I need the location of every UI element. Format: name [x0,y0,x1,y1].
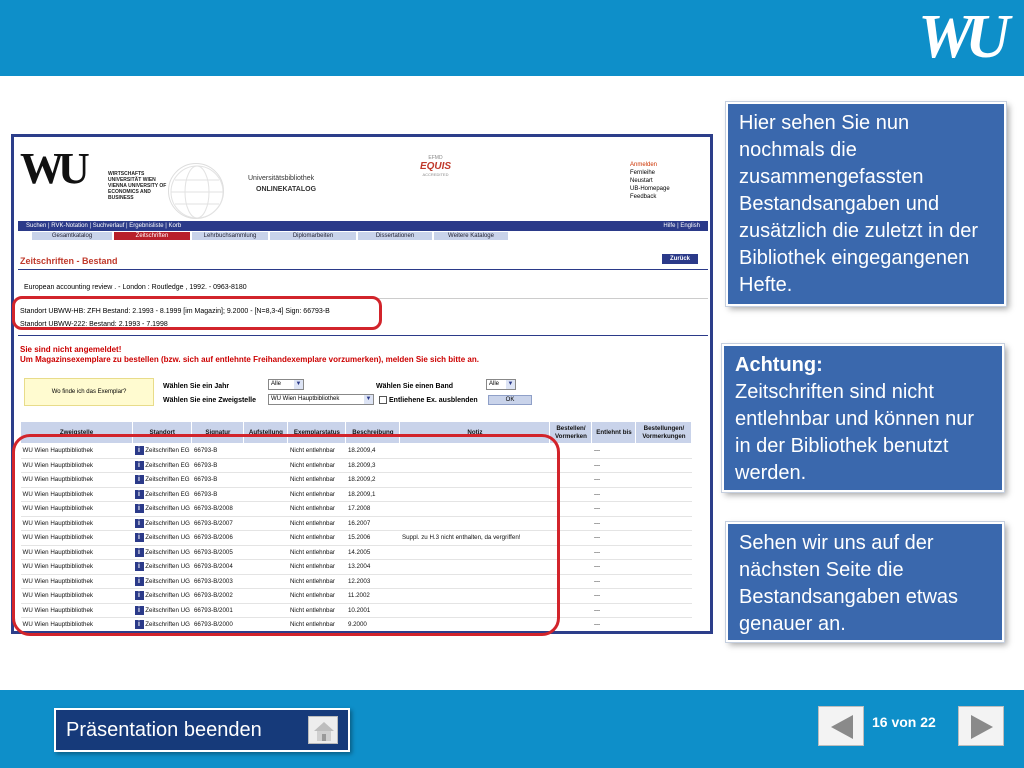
cell-text: --- [593,577,601,585]
cell-text: --- [593,447,601,455]
login-warning-line: Um Magazinsexemplare zu bestellen (bzw. sich auf entlehnte Freihandexemplare vorzumerken), melden Sie sich bitte an. [20,355,479,364]
cell-text: Nicht entlehnbar [289,606,335,614]
cell-text: 66793-B/2000 [193,621,233,629]
cell-text: 17.2008 [347,505,371,513]
wu-logo: WU [918,3,1002,71]
cell-text: 66793-B/2005 [193,548,233,556]
cell-text: Nicht entlehnbar [289,505,335,513]
filter-band-value: Alle [489,381,500,387]
cell-text: 66793-B [193,490,218,498]
info-icon[interactable]: i [135,504,144,513]
cell-text: Nicht entlehnbar [289,490,335,498]
library-subtitle: ONLINEKATALOG [256,186,317,193]
hide-lent-checkbox[interactable] [379,396,387,404]
filter-year-select[interactable] [268,379,304,390]
highlight-latest-issues [12,434,560,636]
catalog-nav-right[interactable]: Hilfe | English [663,223,700,229]
cell-text: 66793-B [193,461,218,469]
cell-text: 9.2000 [347,621,367,629]
col-header: Notiz [400,422,550,444]
cell-text: --- [593,461,601,469]
holdings-line: Standort UBWW-HB: ZFH Bestand: 2.1993 - 8.1999 [im Magazin]; 9.2000 - [N=8,3-4] Sign: 66793-B [20,308,330,315]
link-feedback[interactable]: Feedback [630,194,657,200]
table-cell [592,487,636,502]
cell-text: Zeitschriften UG [145,505,190,513]
cell-text: --- [593,505,601,513]
prev-slide-button[interactable] [818,706,864,746]
page-indicator: 16 von 22 [872,714,936,730]
cell-text: 14.2005 [347,548,371,556]
library-title: Universitätsbibliothek [248,175,315,182]
link-fernleihe[interactable]: Fernleihe [630,170,656,176]
cell-text: 66793-B [193,447,218,455]
table-cell [636,458,692,473]
col-header: Aufstellung [244,422,288,444]
holdings-line: Standort UBWW-222: Bestand: 2.1993 - 7.1998 [20,321,168,328]
header-bar [0,0,1024,76]
library-logo-text: WIRTSCHAFTS UNIVERSITÄT WIEN VIENNA UNIVERSITY OF ECONOMICS AND BUSINESS [108,171,167,201]
cell-text: WU Wien Hauptbibliothek [22,534,93,542]
chevron-down-icon: ▼ [365,396,372,402]
tab-zeitschriften[interactable]: Zeitschriften [114,232,190,240]
table-cell [636,545,692,560]
cell-text: Zeitschriften UG [145,606,190,614]
cell-text: WU Wien Hauptbibliothek [22,490,93,498]
link-neustart[interactable]: Neustart [630,178,653,184]
info-icon[interactable]: i [135,577,144,586]
cell-text: 10.2001 [347,606,371,614]
cell-text: Nicht entlehnbar [289,519,335,527]
table-cell [592,473,636,488]
filter-branch-value: WU Wien Hauptbibliothek [271,396,340,402]
table-cell [636,516,692,531]
cell-text: WU Wien Hauptbibliothek [22,476,93,484]
cell-text: 18.2009,3 [347,461,376,469]
cell-text: 13.2004 [347,563,371,571]
info-icon[interactable]: i [135,446,144,455]
equis-logo [413,155,458,177]
cell-text: WU Wien Hauptbibliothek [22,505,93,513]
cell-text: Nicht entlehnbar [289,476,335,484]
catalog-nav-left[interactable]: Suchen | RVK-Notation | Suchverlauf | Ergebnisliste | Korb [26,223,182,229]
cell-text: WU Wien Hauptbibliothek [22,606,93,614]
cell-text: 18.2009,1 [347,490,376,498]
cell-text: 18.2009,2 [347,476,376,484]
info-icon[interactable]: i [135,519,144,528]
end-presentation-label: Präsentation beenden [66,719,262,741]
cell-text: --- [593,592,601,600]
cell-text: 66793-B [193,476,218,484]
divider [18,269,708,270]
cell-text: Zeitschriften UG [145,621,190,629]
back-button[interactable]: Zurück [662,254,698,264]
tab-weitere-kataloge[interactable]: Weitere Kataloge [434,232,508,240]
cell-text: WU Wien Hauptbibliothek [22,548,93,556]
filter-year-label: Wählen Sie ein Jahr [163,383,230,390]
table-cell [592,589,636,604]
table-cell [592,516,636,531]
hide-lent-label: Entliehene Ex. ausblenden [389,397,478,404]
cell-text: 66793-B/2006 [193,534,233,542]
info-icon[interactable]: i [135,490,144,499]
col-header: Zweigstelle [21,422,133,444]
cell-text: WU Wien Hauptbibliothek [22,563,93,571]
cell-text: WU Wien Hauptbibliothek [22,577,93,585]
table-cell [636,531,692,546]
cell-text: Zeitschriften UG [145,534,190,542]
cell-text: Zeitschriften UG [145,563,190,571]
top-links [630,161,670,201]
info-icon[interactable]: i [135,533,144,542]
cell-text: 18.2009,4 [347,447,376,455]
catalog-nav [18,221,708,231]
cell-text: 66793-B/2003 [193,577,233,585]
cell-text: 66793-B/2008 [193,505,233,513]
table-cell [592,444,636,459]
filter-band-label: Wählen Sie einen Band [376,383,454,390]
ok-button[interactable]: OK [488,395,532,405]
chevron-down-icon: ▼ [295,381,302,387]
col-header: Signatur [192,422,244,444]
section-title: Zeitschriften - Bestand [20,256,118,266]
cell-text: 12.2003 [347,577,371,585]
filter-branch-select[interactable] [268,394,374,405]
cell-text: Zeitschriften UG [145,519,190,527]
cell-text: 15.2006 [347,534,371,542]
col-header: Standort [133,422,192,444]
cell-text: 11.2002 [347,592,370,600]
table-cell [636,502,692,517]
where-to-find-box[interactable]: Wo finde ich das Exemplar? [24,378,154,406]
table-cell [592,574,636,589]
filter-branch-label: Wählen Sie eine Zweigstelle [163,397,256,404]
cell-text: 66793-B/2004 [193,563,233,571]
cell-text: --- [593,621,601,629]
divider [18,335,708,336]
journal-title-line: European accounting review . - London : Routledge , 1992. - 0963-8180 [24,284,247,291]
cell-text: 16.2007 [347,519,371,527]
col-header: Exemplarstatus [288,422,346,444]
cell-text: --- [593,606,601,614]
login-warning [20,345,479,365]
table-cell [636,589,692,604]
tab-lehrbuchsammlung[interactable]: Lehrbuchsammlung [192,232,268,240]
table-cell [636,618,692,633]
table-cell [592,603,636,618]
cell-text: WU Wien Hauptbibliothek [22,519,93,527]
info-icon[interactable]: i [135,461,144,470]
info-icon[interactable]: i [135,562,144,571]
cell-text: WU Wien Hauptbibliothek [22,447,93,455]
cell-text: Zeitschriften EG [145,447,190,455]
filter-year-value: Alle [271,381,282,387]
table-cell [636,473,692,488]
note-warning-title: Achtung: [735,354,823,376]
info-icon[interactable]: i [135,606,144,615]
cell-text: --- [593,476,601,484]
cell-text: --- [593,563,601,571]
cell-text: WU Wien Hauptbibliothek [22,461,93,469]
cell-text: Suppl. zu H.3 nicht enthalten, da vergriffen! [401,534,521,542]
library-logo: WU [20,144,84,193]
note-holdings: Hier sehen Sie nun nochmals die zusammengefassten Bestandsangaben und zusätzlich die zuletzt in der Bibliothek eingegangenen Hefte. [726,102,1006,306]
catalog-tabs [32,232,510,240]
cell-text: Zeitschriften EG [145,461,190,469]
tab-dissertationen[interactable]: Dissertationen [358,232,432,240]
filter-band-select[interactable] [486,379,516,390]
cell-text: Nicht entlehnbar [289,461,335,469]
next-slide-button[interactable] [958,706,1004,746]
prev-arrow-icon [819,707,865,747]
table-cell [592,458,636,473]
col-header: Beschreibung [346,422,400,444]
cell-text: Nicht entlehnbar [289,621,335,629]
cell-text: Nicht entlehnbar [289,447,335,455]
info-icon[interactable]: i [135,620,144,629]
table-cell [592,560,636,575]
cell-text: Nicht entlehnbar [289,534,335,542]
cell-text: --- [593,519,601,527]
cell-text: Zeitschriften UG [145,577,190,585]
cell-text: Nicht entlehnbar [289,563,335,571]
note-next: Sehen wir uns auf der nächsten Seite die Bestandsangaben etwas genauer an. [726,522,1004,642]
col-header: Bestellungen/ Vormerkungen [636,422,692,444]
next-arrow-icon [959,707,1005,747]
note-warning-text: Zeitschriften sind nicht entlehnbar und können nur in der Bibliothek benutzt werden. [735,381,975,484]
info-icon[interactable]: i [135,475,144,484]
chevron-down-icon: ▼ [507,381,514,387]
table-cell [636,487,692,502]
equis-top: EFMD [428,155,443,161]
cell-text: --- [593,490,601,498]
table-cell [636,444,692,459]
info-icon[interactable]: i [135,591,144,600]
tab-diplomarbeiten[interactable]: Diplomarbeiten [270,232,356,240]
cell-text: Nicht entlehnbar [289,548,335,556]
equis-bottom: ACCREDITED [422,172,449,177]
cell-text: 66793-B/2001 [193,606,233,614]
link-ub-homepage[interactable]: UB-Homepage [630,186,670,192]
cell-text: --- [593,534,601,542]
table-cell [636,603,692,618]
equis-name: EQUIS [419,161,452,172]
table-cell [592,531,636,546]
cell-text: Zeitschriften UG [145,592,190,600]
cell-text: Nicht entlehnbar [289,592,335,600]
cell-text: 66793-B/2002 [193,592,233,600]
cell-text: 66793-B/2007 [193,519,233,527]
cell-text: Nicht entlehnbar [289,577,335,585]
note-warning [722,344,1004,492]
login-warning-line: Sie sind nicht angemeldet! [20,345,122,354]
home-icon[interactable] [308,716,338,744]
link-anmelden[interactable]: Anmelden [630,162,658,168]
cell-text: Zeitschriften EG [145,490,190,498]
cell-text: Zeitschriften EG [145,476,190,484]
globe-icon [168,163,224,219]
cell-text: Zeitschriften UG [145,548,190,556]
table-cell [592,618,636,633]
col-header: Bestellen/ Vormerken [550,422,592,444]
end-presentation-button[interactable] [54,708,350,752]
cell-text: WU Wien Hauptbibliothek [22,592,93,600]
table-cell [592,502,636,517]
info-icon[interactable]: i [135,548,144,557]
highlight-holdings-summary [12,296,382,330]
tab-gesamtkatalog[interactable]: Gesamtkatalog [32,232,112,240]
cell-text: WU Wien Hauptbibliothek [22,621,93,629]
table-cell [592,545,636,560]
cell-text: --- [593,548,601,556]
table-cell [636,560,692,575]
table-cell [636,574,692,589]
col-header: Entlehnt bis [592,422,636,444]
